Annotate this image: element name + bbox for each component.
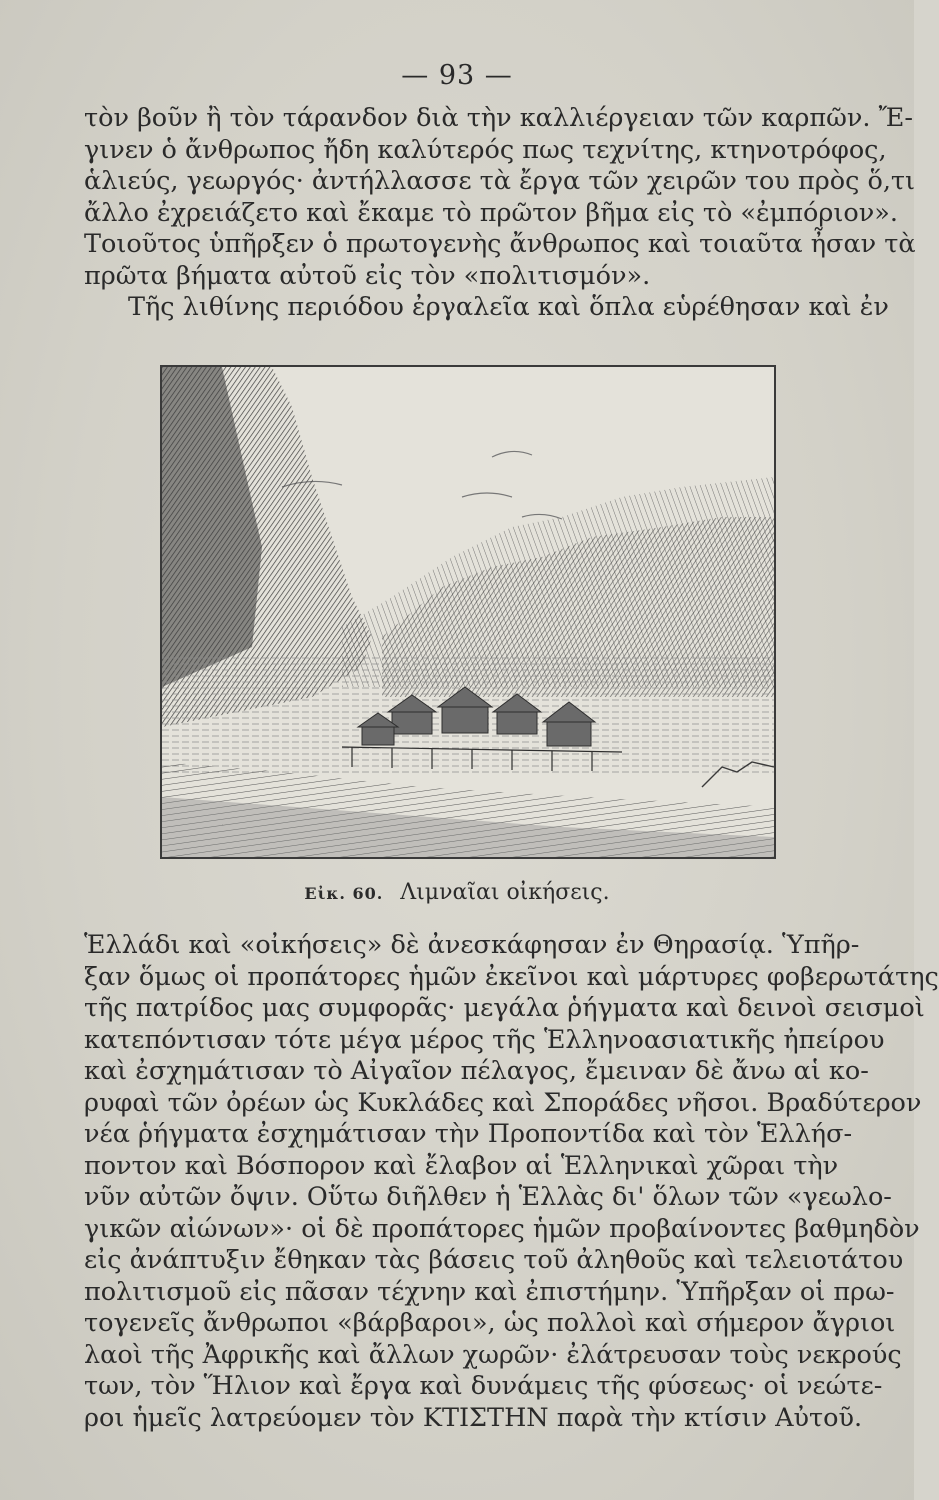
text-line: γινεν ὁ ἄνθρωπος ἤδη καλύτερός πως τεχνίτης, κτηνοτρόφος, [84, 134, 887, 165]
text-line: ξαν ὅμως οἱ προπάτορες ἡμῶν ἐκεῖνοι καὶ μάρτυρες φοβερωτάτης [84, 961, 939, 992]
text-line: Τοιοῦτος ὑπῆρξεν ὁ πρωτογενὴς ἄνθρωπος καὶ τοιαῦτα ἦσαν τὰ [84, 229, 916, 259]
page-number: — 93 — [401, 60, 513, 91]
text-line: νῦν αὐτῶν ὄψιν. Οὕτω διῆλθεν ἡ Ἑλλὰς δι' ὅλων τῶν «γεωλο- [84, 1182, 892, 1212]
text-line: ρυφαὶ τῶν ὀρέων ὡς Κυκλάδες καὶ Σποράδες νῆσοι. Βραδύτερον [84, 1087, 922, 1118]
text-line: πολιτισμοῦ εἰς πᾶσαν τέχνην καὶ ἐπιστήμην. Ὑπῆρξαν οἱ πρω- [84, 1276, 895, 1307]
figure-caption-text: Λιμναῖαι οἰκήσεις. [400, 880, 610, 905]
text-line: τογενεῖς ἄνθρωποι «βάρβαροι», ὡς πολλοὶ καὶ σήμερον ἄγριοι [84, 1308, 896, 1338]
text-line: εἰς ἀνάπτυξιν ἔθηκαν τὰς βάσεις τοῦ ἀληθοῦς καὶ τελειοτάτου [84, 1245, 904, 1275]
figure-label: Εἰκ. 60. [304, 884, 384, 903]
text-line: ποντον καὶ Βόσπορον καὶ ἔλαβον αἱ Ἑλληνικαὶ χῶραι τὴν [84, 1150, 839, 1181]
text-line: ἄλλο ἐχρειάζετο καὶ ἔκαμε τὸ πρῶτον βῆμα εἰς τὸ «ἐμπόριον». [84, 197, 898, 228]
text-line: καὶ ἐσχημάτισαν τὸ Αἰγαῖον πέλαγος, ἔμειναν δὲ ἄνω αἱ κο- [84, 1056, 869, 1086]
text-line: Ἑλλάδι καὶ «οἰκήσεις» δὲ ἀνεσκάφησαν ἐν Θηρασίᾳ. Ὑπῆρ- [84, 930, 860, 960]
text-line: ροι ἡμεῖς λατρεύομεν τὸν ΚΤΙΣΤΗΝ παρὰ τὴν κτίσιν Αὐτοῦ. [84, 1402, 863, 1433]
text-line: πρῶτα βήματα αὐτοῦ εἰς τὸν «πολιτισμόν». [84, 260, 651, 291]
top-paragraph [84, 103, 916, 324]
text-line: τὸν βοῦν ἢ τὸν τάρανδον διὰ τὴν καλλιέργειαν τῶν καρπῶν. Ἔ- [84, 103, 913, 133]
lake-dwellings-engraving [160, 365, 776, 859]
text-line: ἁλιεύς, γεωργός· ἀντήλλασσε τὰ ἔργα τῶν χειρῶν του πρὸς ὅ,τι [84, 166, 916, 196]
text-line: Τῆς λιθίνης περιόδου ἐργαλεῖα καὶ ὅπλα εὑρέθησαν καὶ ἐν [128, 292, 889, 322]
text-line: λαοὶ τῆς Ἀφρικῆς καὶ ἄλλων χωρῶν· ἐλάτρευσαν τοὺς νεκρούς [84, 1339, 902, 1370]
text-line: νέα ῥήγματα ἐσχημάτισαν τὴν Προποντίδα καὶ τὸν Ἑλλήσ- [84, 1119, 853, 1149]
text-line: τῆς πατρίδος μας συμφορᾶς· μεγάλα ῥήγματα καὶ δεινοὶ σεισμοὶ [84, 993, 925, 1023]
figure-caption [0, 880, 914, 905]
text-line: γικῶν αἰώνων»· οἱ δὲ προπάτορες ἡμῶν προβαίνοντες βαθμηδὸν [84, 1213, 920, 1244]
text-line: κατεπόντισαν τότε μέγα μέρος τῆς Ἑλληνοασιατικῆς ἠπείρου [84, 1024, 885, 1055]
text-line: των, τὸν Ἥλιον καὶ ἔργα καὶ δυνάμεις τῆς φύσεως· οἱ νεώτε- [84, 1371, 883, 1401]
bottom-paragraph [84, 930, 939, 1434]
